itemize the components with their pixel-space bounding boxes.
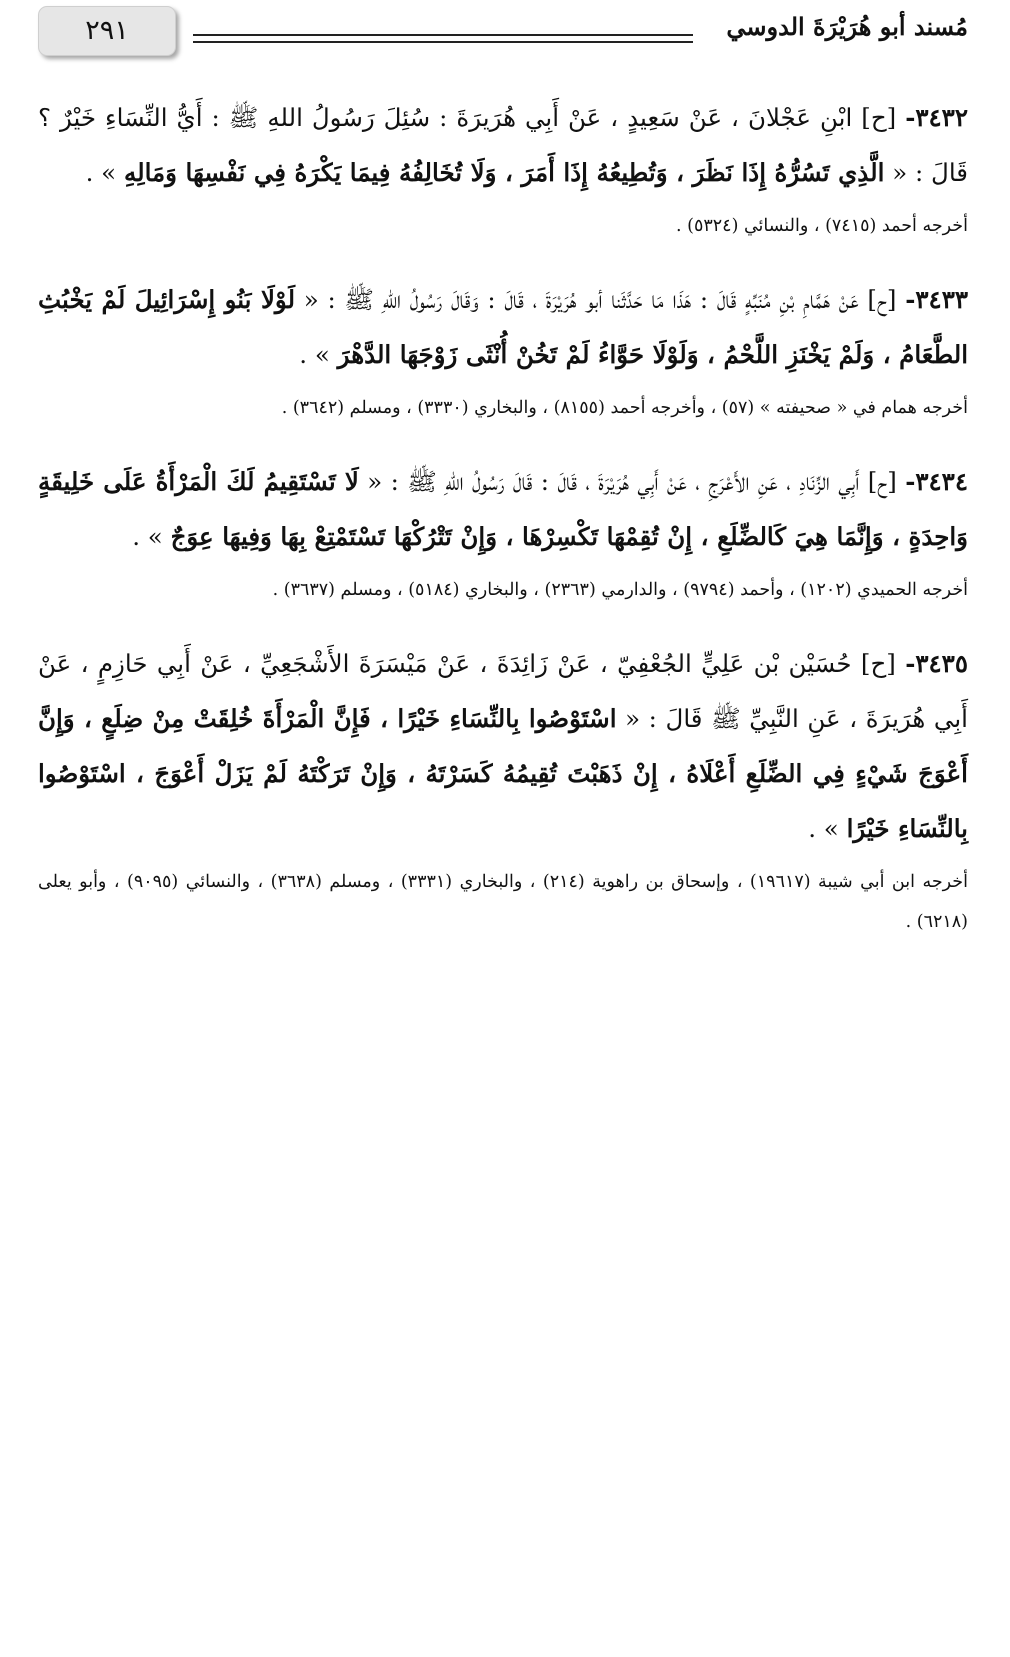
hadith-text [38,90,968,200]
hadith-entry [38,636,968,942]
takhrij-note: أخرجه همام في « صحيفته » (٥٧) ، وأخرجه أحمد (٨١٥٥) ، والبخاري (٣٣٣٠) ، ومسلم (٣٦٤٢) . [281,398,968,418]
hadith-isnad: [ح] حُسَيْن بْن عَلِيٍّ الجُعْفِيّ ، عَنْ زَائِدَةَ ، عَنْ مَيْسَرَةَ الأَشْجَعِيِّ ، عَنْ أَبِي حَازِمٍ ، عَنْ أَبِي هُرَيرَةَ ، عَنِ النَّبِيِّ ﷺ قَالَ : « [38,649,968,733]
hadith-tail: » . [132,522,163,551]
hadith-entry [38,454,968,610]
hadith-entry [38,272,968,428]
takhrij-note: أخرجه ابن أبي شيبة (١٩٦١٧) ، وإسحاق بن راهوية (٢١٤) ، والبخاري (٣٣٣١) ، ومسلم (٣٦٣٨) ، والنسائي (٩٠٩٥) ، وأبو يعلى (٦٢١٨) . [38,872,968,932]
hadith-tail: » . [299,340,330,369]
hadith-tail: » . [85,158,117,187]
hadith-isnad: [ح] أَبِي الزِّنَادِ ، عَنِ الأَعْرَجِ ، عَنْ أَبِي هُرَيْرَةَ ، قَالَ : قَالَ رَسُولُ اللهِ ﷺ : « [367,467,897,496]
page-number: ٢٩١ [38,6,176,56]
hadith-tail: » . [808,814,839,843]
header-rule [193,34,693,43]
hadith-matn: الَّذِي تَسُرُّهُ إِذَا نَظَرَ ، وَتُطِيعُهُ إِذَا أَمَرَ ، وَلَا تُخَالِفُهُ فِيمَا يَكْرَهُ فِي نَفْسِهَا وَمَالِهِ [123,158,885,187]
hadith-number: ٣٤٣٥- [905,649,968,678]
hadith-matn: لَا تَسْتَقِيمُ لَكَ الْمَرْأَةُ عَلَى خَلِيقَةٍ وَاحِدَةٍ ، وَإِنَّمَا هِيَ كَالضِّلَعِ ، إِنْ تُقِمْهَا تَكْسِرْهَا ، وَإِنْ تَتْرُكْهَا تَسْتَمْتِعْ بِهَا وَفِيهَا عِوَجٌ [38,467,968,551]
takhrij-note: أخرجه أحمد (٧٤١٥) ، والنسائي (٥٣٢٤) . [676,216,968,236]
hadith-text [38,272,968,382]
running-title: مُسند أبو هُرَيْرَةَ الدوسي [726,12,968,41]
hadith-matn: اسْتَوْصُوا بِالنِّسَاءِ خَيْرًا ، فَإِنَّ الْمَرْأَةَ خُلِقَتْ مِنْ ضِلَعٍ ، وَإِنَّ أَعْوَجَ شَيْءٍ فِي الضِّلَعِ أَعْلَاهُ ، إِنْ ذَهَبْتَ تُقِيمُهُ كَسَرْتَهُ ، وَإِنْ تَرَكْتَهُ لَمْ يَزَلْ أَعْوَجَ ، اسْتَوْصُوا بِالنِّسَاءِ خَيْرًا [38,704,968,843]
takhrij-note: أخرجه الحميدي (١٢٠٢) ، وأحمد (٩٧٩٤) ، والدارمي (٢٣٦٣) ، والبخاري (٥١٨٤) ، ومسلم (٣٦٣٧) . [272,580,968,600]
hadith-matn: لَوْلَا بَنُو إِسْرَائِيلَ لَمْ يَخْبُثِ الطَّعَامُ ، وَلَمْ يَخْنَزِ اللَّحْمُ ، وَلَوْلَا حَوَّاءُ لَمْ تَخُنْ أُنْثَى زَوْجَهَا الدَّهْرَ [38,285,968,369]
hadith-isnad: [ح] ابْنِ عَجْلانَ ، عَنْ سَعِيدٍ ، عَنْ أَبِي هُرَيرَةَ : سُئِلَ رَسُولُ اللهِ ﷺ : أَيُّ النِّسَاءِ خَيْرٌ ؟ قَالَ : « [38,103,968,187]
hadith-number: ٣٤٣٤- [905,467,968,496]
hadith-number: ٣٤٣٢- [905,103,968,132]
page-body [38,90,968,942]
page-header [0,0,1010,70]
hadith-number: ٣٤٣٣- [905,285,969,314]
hadith-entry [38,90,968,246]
hadith-text [38,636,968,856]
hadith-text [38,454,968,564]
hadith-isnad: [ح] عَنْ هَمَّامِ بْنِ مُنَبِّهٍ قَالَ : هَذَا مَا حَدَّثَنا أبو هُرَيْرَةَ ، قَالَ : وَقَالَ رَسُولُ اللهِ ﷺ : « [303,285,897,314]
